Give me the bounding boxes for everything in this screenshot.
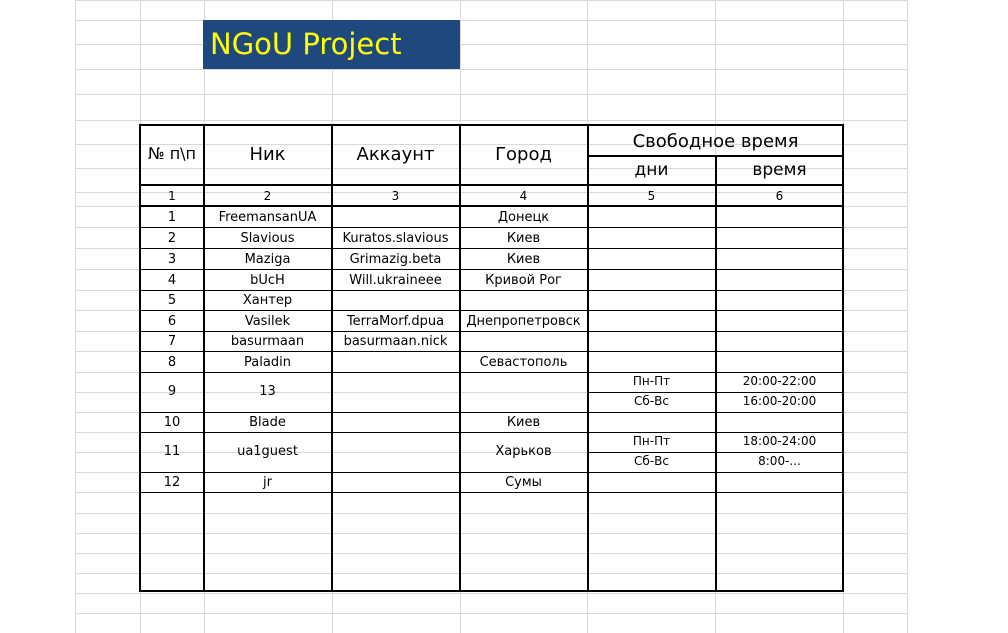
table-line <box>587 155 844 157</box>
column-number: 5 <box>647 189 656 203</box>
account-cell: Kuratos.slavious <box>342 231 449 246</box>
city-cell: Харьков <box>495 444 552 459</box>
row-number: 6 <box>167 314 177 329</box>
table-line <box>331 124 333 592</box>
header-account: Аккаунт <box>356 144 435 165</box>
header-no: № п\п <box>147 144 197 163</box>
city-cell: Киев <box>506 252 541 267</box>
row-number: 5 <box>167 293 177 308</box>
table-line <box>139 184 844 186</box>
table-line <box>139 310 844 311</box>
nick-cell: Slavious <box>240 231 295 246</box>
city-cell: Донецк <box>497 210 550 225</box>
table-line <box>139 269 844 270</box>
row-number: 8 <box>167 355 177 370</box>
project-title: NGoU Project <box>203 20 460 69</box>
account-cell: basurmaan.nick <box>343 334 448 349</box>
nick-cell: ua1guest <box>237 444 298 459</box>
table-line <box>587 452 844 453</box>
days-cell: Пн-Пт <box>632 374 671 388</box>
nick-cell: Vasilek <box>244 314 291 329</box>
table-line <box>139 432 844 433</box>
table-line <box>139 248 844 249</box>
nick-cell: Paladin <box>244 355 291 370</box>
table-line <box>459 124 461 592</box>
table-line <box>139 290 844 291</box>
table-line <box>139 227 844 228</box>
account-cell: Grimazig.beta <box>349 252 442 267</box>
table-line <box>203 124 205 592</box>
time-cell: 16:00-20:00 <box>742 394 817 408</box>
row-number: 11 <box>163 444 181 459</box>
time-cell: 18:00-24:00 <box>742 434 817 448</box>
days-cell: Пн-Пт <box>632 434 671 448</box>
city-cell: Днепропетровск <box>466 314 581 329</box>
nick-cell: Blade <box>249 415 286 430</box>
row-number: 1 <box>167 210 177 225</box>
city-cell: Кривой Рог <box>485 273 562 288</box>
row-number: 12 <box>163 475 181 490</box>
nick-cell: basurmaan <box>230 334 305 349</box>
header-days: дни <box>634 160 669 180</box>
nick-cell: jr <box>263 475 272 490</box>
header-free-time: Свободное время <box>632 131 799 152</box>
city-cell: Киев <box>506 415 541 430</box>
nick-cell: 13 <box>259 384 276 399</box>
nick-cell: bUcH <box>250 273 285 288</box>
city-cell: Севастополь <box>479 355 568 370</box>
account-cell: TerraMorf.dpua <box>346 314 445 329</box>
column-number: 4 <box>519 189 528 203</box>
column-number: 3 <box>391 189 400 203</box>
header-time: время <box>752 160 807 180</box>
table-line <box>715 156 717 592</box>
days-cell: Сб-Вс <box>634 454 669 468</box>
column-number: 1 <box>168 189 176 203</box>
row-number: 7 <box>167 334 177 349</box>
row-number: 3 <box>167 252 177 267</box>
nick-cell: Хантер <box>242 293 293 308</box>
table-line <box>587 392 844 393</box>
table-line <box>139 492 844 493</box>
table-line <box>139 205 844 207</box>
row-number: 4 <box>167 273 177 288</box>
table-line <box>139 351 844 352</box>
nick-cell: FreemansanUA <box>218 210 317 225</box>
days-cell: Сб-Вс <box>634 394 669 408</box>
table-line <box>139 331 844 332</box>
nick-cell: Maziga <box>244 252 291 267</box>
table-line <box>139 412 844 413</box>
city-cell: Сумы <box>505 475 542 490</box>
time-cell: 20:00-22:00 <box>742 374 817 388</box>
time-cell: 8:00-... <box>758 454 801 468</box>
table-line <box>139 372 844 373</box>
table-line <box>587 124 589 592</box>
header-nick: Ник <box>249 144 286 165</box>
header-city: Город <box>495 144 552 165</box>
column-number: 2 <box>263 189 272 203</box>
account-cell: Will.ukraineee <box>349 273 442 288</box>
row-number: 9 <box>167 384 177 399</box>
city-cell: Киев <box>506 231 541 246</box>
row-number: 2 <box>167 231 177 246</box>
row-number: 10 <box>163 415 181 430</box>
column-number: 6 <box>775 189 784 203</box>
table-line <box>139 472 844 473</box>
